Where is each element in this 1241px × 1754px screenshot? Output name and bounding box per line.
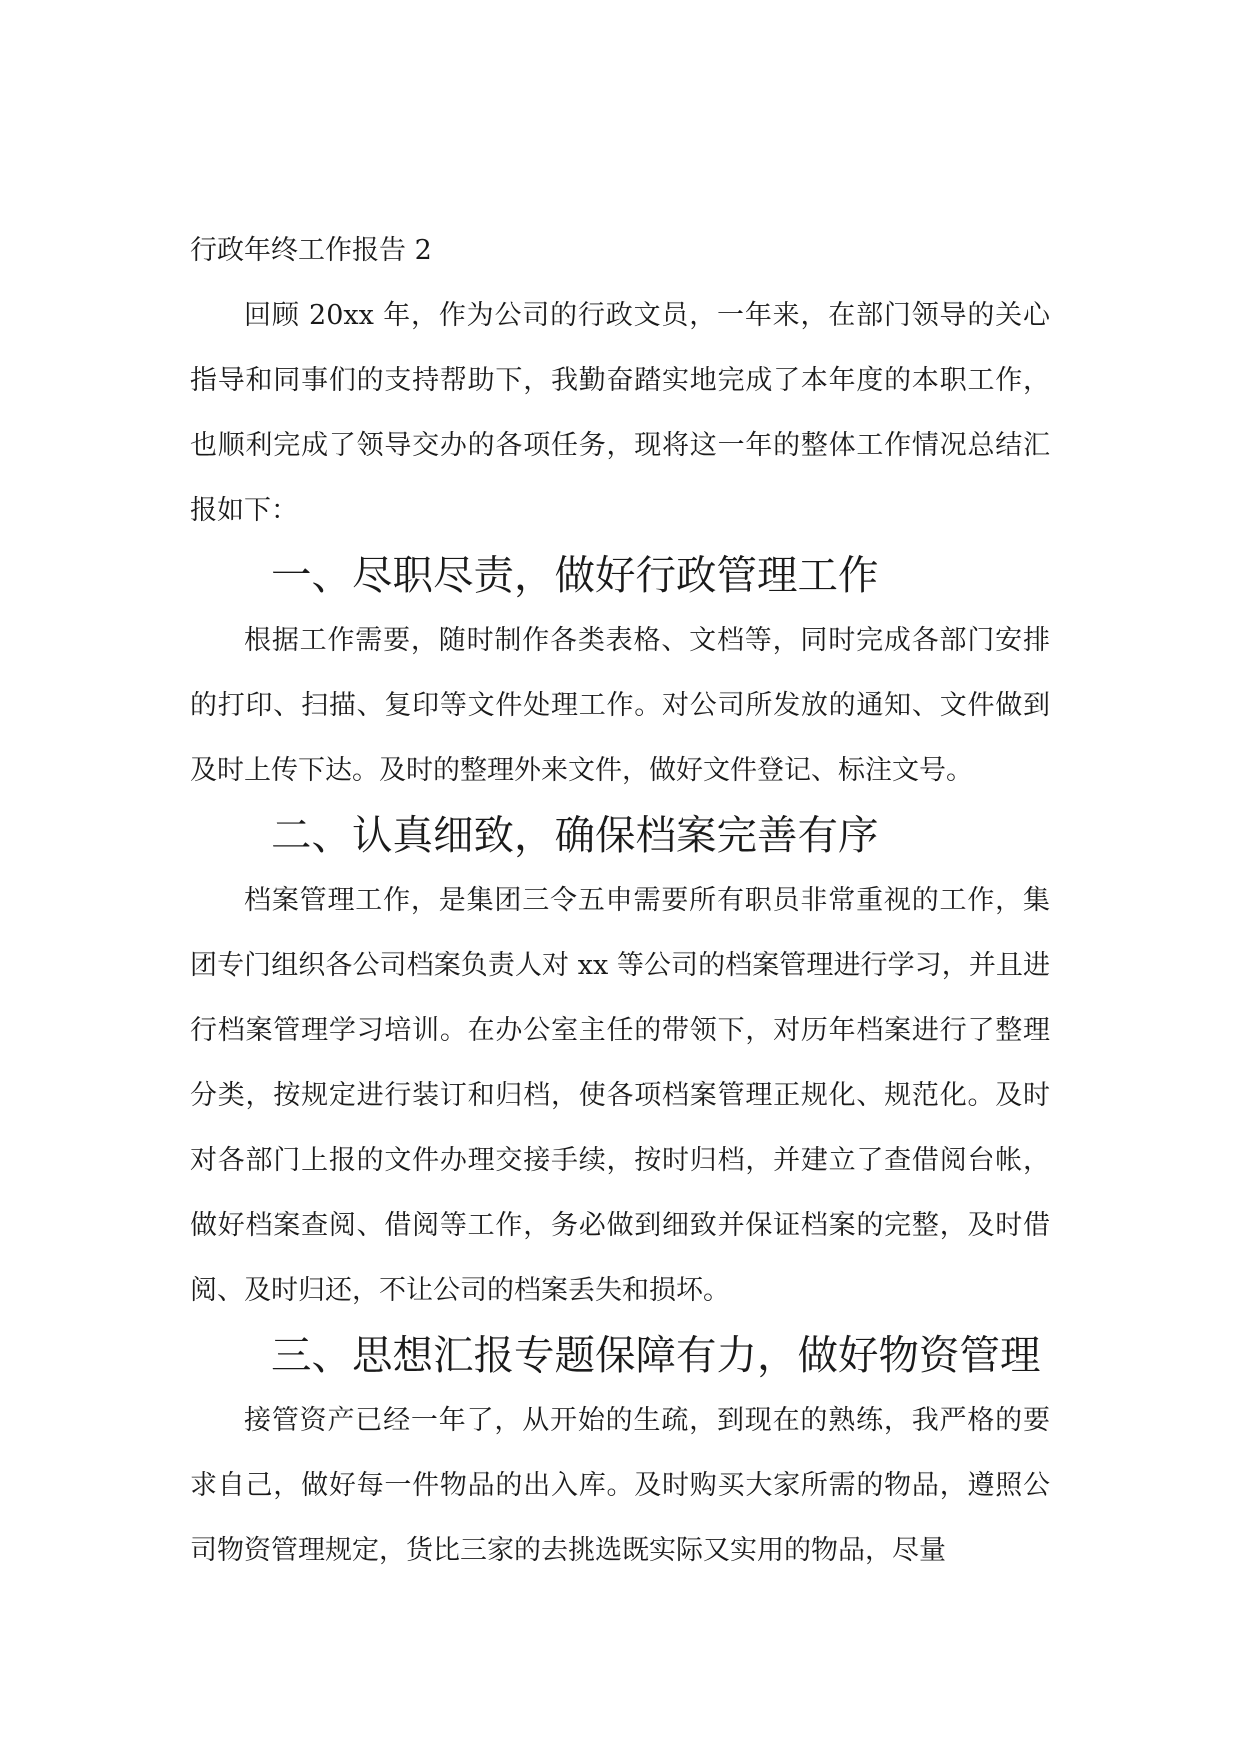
section-heading-1: 一、尽职尽责，做好行政管理工作 (271, 551, 879, 599)
paragraph-section-3: 接管资产已经一年了，从开始的生疏，到现在的熟练，我严格的要求自己，做好每一件物品的出入库。及时购买大家所需的物品，遵照公司物资管理规定，货比三家的去挑选既实际又实用的物品，尽量 (190, 1405, 1050, 1566)
paragraph-intro: 回顾 20xx 年，作为公司的行政文员，一年来，在部门领导的关心指导和同事们的支持帮助下，我勤奋踏实地完成了本年度的本职工作，也顺利完成了领导交办的各项任务，现将这一年的整体工作情况总结汇报如下： (190, 300, 1050, 526)
section-heading-3: 三、思想汇报专题保障有力，做好物资管理 (271, 1331, 1041, 1379)
paragraph-section-1: 根据工作需要，随时制作各类表格、文档等，同时完成各部门安排的打印、扫描、复印等文件处理工作。对公司所发放的通知、文件做到及时上传下达。及时的整理外来文件，做好文件登记、标注文号。 (190, 625, 1050, 786)
section-heading-2: 二、认真细致，确保档案完善有序 (271, 811, 879, 859)
paragraph-section-2: 档案管理工作，是集团三令五申需要所有职员非常重视的工作，集团专门组织各公司档案负责人对 xx 等公司的档案管理进行学习，并且进行档案管理学习培训。在办公室主任的带领下，对历年档案进行了整理分类，按规定进行装订和归档，使各项档案管理正规化、规范化。及时对各部门上报的文件办理交接手续，按时归档，并建立了查借阅台帐，做好档案查阅、借阅等工作，务必做到细致并保证档案的完整，及时借阅、及时归还，不让公司的档案丢失和损坏。 (190, 885, 1050, 1306)
document-page (190, 218, 1050, 1583)
document-title: 行政年终工作报告 2 (190, 235, 432, 266)
